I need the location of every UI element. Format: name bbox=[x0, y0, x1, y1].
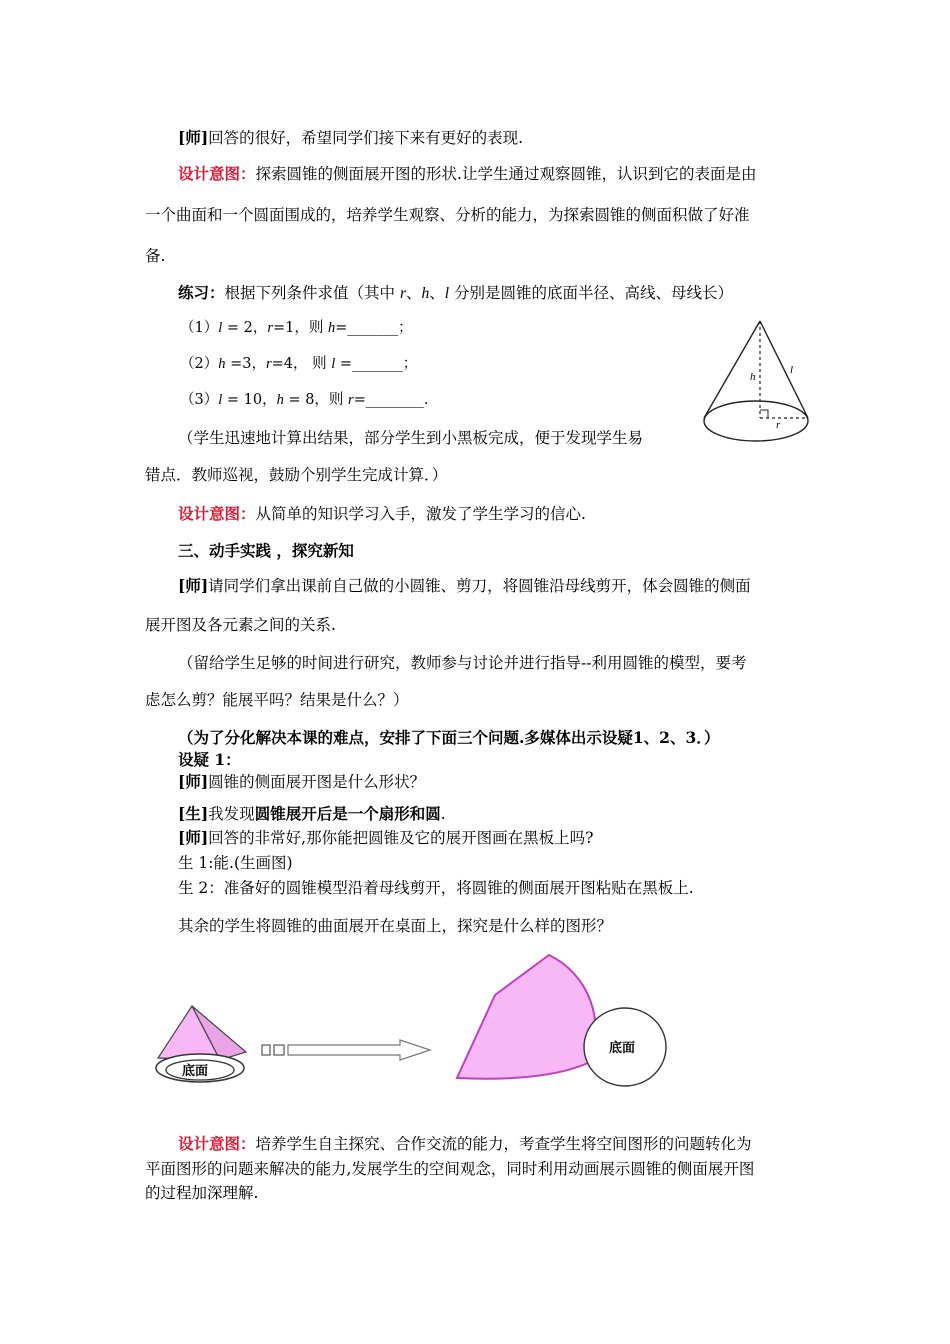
teacher-question bbox=[178, 772, 425, 792]
design-intent-1-end: 备. bbox=[145, 247, 166, 265]
student-answer: [生]我发现圆锥展开后是一个扇形和圆. bbox=[178, 804, 446, 823]
line-text: 圆锥的侧面展开图是什么形状？ bbox=[208, 773, 426, 791]
other-students: 其余的学生将圆锥的曲面展开在桌面上，探究是什么样的图形？ bbox=[178, 917, 613, 935]
exercise-label: 练习： bbox=[178, 283, 225, 302]
speaker-tag: [师] bbox=[178, 576, 209, 595]
line-text: 培养学生自主探究、合作交流的能力，考查学生将空间图形的问题转化为 bbox=[255, 1135, 752, 1153]
problem-3: （3）l = 10，h = 8，则 r=________. bbox=[180, 392, 429, 408]
design-intent-1 bbox=[178, 164, 756, 184]
slant-label: l bbox=[790, 364, 794, 376]
radius-label: r bbox=[776, 419, 781, 431]
teacher-instruction bbox=[178, 576, 751, 596]
cone-model-figure bbox=[150, 1000, 255, 1086]
section-heading: 三、动手实践 ，探究新知 bbox=[178, 541, 354, 560]
line-teacher-praise bbox=[178, 128, 523, 148]
exercise-heading: 练习：根据下列条件求值（其中 r、h、l 分别是圆锥的底面半径、高线、母线长） bbox=[178, 283, 734, 302]
line-text: 请同学们拿出课前自己做的小圆锥、剪刀，将圆锥沿母线剪开，体会圆锥的侧面 bbox=[208, 577, 751, 595]
height-label: h bbox=[750, 371, 756, 383]
teacher-followup bbox=[178, 828, 593, 848]
problem-2: （2）h =3，r=4， 则 l =_______； bbox=[180, 356, 418, 372]
design-intent-label: 设计意图： bbox=[178, 504, 256, 523]
cone-diagram bbox=[700, 318, 812, 446]
design-intent-1-cont: 一个曲面和一个圆面围成的，培养学生观察、分析的能力，为探索圆锥的侧面积做了好准 bbox=[145, 206, 750, 224]
line-text: 回答的非常好,那你能把圆锥及它的展开图画在黑板上吗? bbox=[208, 829, 594, 847]
teacher-instruction-cont: 展开图及各元素之间的关系. bbox=[145, 616, 336, 634]
line-text: 从简单的知识学习入手，激发了学生学习的信心. bbox=[255, 505, 586, 523]
design-intent-label: 设计意图： bbox=[178, 1134, 256, 1153]
question-1-heading: 设疑 1： bbox=[178, 750, 241, 769]
unfolded-net-figure bbox=[445, 950, 670, 1110]
unfold-arrow bbox=[260, 1038, 435, 1062]
design-intent-3 bbox=[178, 1134, 752, 1154]
problem-1: （1）l = 2，r=1，则 h=_______； bbox=[180, 320, 413, 336]
research-note-cont: 虑怎么剪？能展平吗？结果是什么？） bbox=[145, 691, 409, 709]
design-intent-2 bbox=[178, 504, 586, 524]
research-note: （留给学生足够的时间进行研究，教师参与讨论并进行指导--利用圆锥的模型，要考 bbox=[178, 654, 747, 672]
speaker-tag: [师] bbox=[178, 828, 209, 847]
line-text: 探索圆锥的侧面展开图的形状.让学生通过观察圆锥，认识到它的表面是由 bbox=[255, 165, 757, 183]
design-intent-label: 设计意图： bbox=[178, 164, 256, 183]
speaker-tag: [师] bbox=[178, 128, 209, 147]
student-2: 生 2：准备好的圆锥模型沿着母线剪开，将圆锥的侧面展开图粘贴在黑板上. bbox=[178, 879, 694, 897]
speaker-tag: [生] bbox=[178, 804, 209, 823]
speaker-tag: [师] bbox=[178, 772, 209, 791]
difficulty-note: （为了分化解决本课的难点，安排了下面三个问题.多媒体出示设疑1、2、3．） bbox=[178, 728, 720, 747]
student-note-1: （学生迅速地计算出结果，部分学生到小黑板完成，便于发现学生易 bbox=[178, 429, 644, 447]
design-intent-3-end: 的过程加深理解. bbox=[145, 1184, 259, 1202]
line-text: 回答的很好，希望同学们接下来有更好的表现. bbox=[208, 129, 524, 147]
design-intent-3-cont: 平面图形的问题来解决的能力,发展学生的空间观念，同时利用动画展示圆锥的侧面展开图 bbox=[145, 1160, 755, 1178]
base-label-right: 底面 bbox=[609, 1041, 636, 1056]
student-1: 生 1:能.(生画图) bbox=[178, 854, 293, 872]
student-note-2: 错点．教师巡视，鼓励个别学生完成计算．） bbox=[145, 466, 448, 484]
base-label-left: 底面 bbox=[182, 1064, 209, 1079]
